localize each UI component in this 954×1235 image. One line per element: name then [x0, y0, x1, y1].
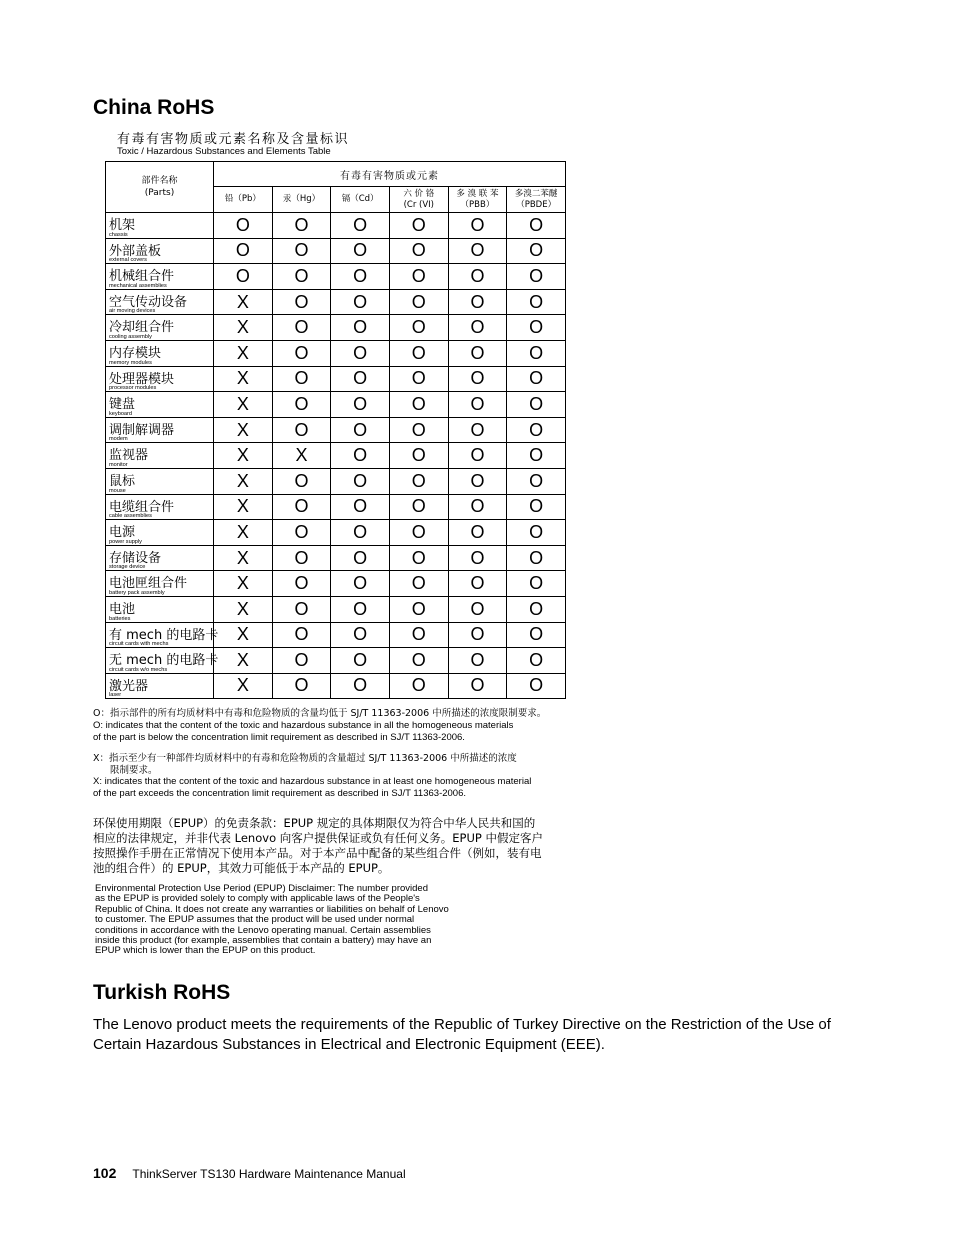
substance-mark: X [214, 673, 273, 699]
substance-mark: O [389, 571, 448, 597]
substance-mark: O [448, 468, 507, 494]
substance-mark: X [214, 571, 273, 597]
part-name-cn: 有 mech 的电路卡 [109, 627, 219, 643]
substance-mark: O [448, 392, 507, 418]
substance-mark: O [214, 213, 273, 239]
substance-mark: O [507, 673, 566, 699]
part-name-cell [106, 673, 214, 699]
substance-mark: O [389, 648, 448, 674]
part-name-en: laser [109, 692, 122, 699]
substance-mark: O [331, 443, 390, 469]
substance-symbol: （PBDE） [516, 199, 557, 210]
part-name-en: keyboard [109, 410, 133, 417]
turkish-rohs-paragraph: The Lenovo product meets the requirements of the Republic of Turkey Directive on the Restriction of the Use of Certain Hazardous Substances in Electrical and Electronic Equipment (EEE). [93, 1016, 831, 1053]
substance-mark: O [507, 545, 566, 571]
substance-mark: O [507, 443, 566, 469]
substance-mark: O [389, 315, 448, 341]
substance-name-cn: 六 价 铬 [403, 188, 435, 199]
part-name-en: air moving devices [109, 308, 156, 315]
substance-column-header [214, 187, 273, 213]
table-row [106, 264, 566, 290]
substance-mark: X [214, 289, 273, 315]
substance-mark: O [448, 673, 507, 699]
substance-name-cn: 铅（Pb） [224, 194, 261, 204]
epup-en-line: conditions in accordance with the Lenovo operating manual. Certain assemblies [95, 924, 431, 936]
page-number: 102 [93, 1165, 117, 1181]
part-name-cn: 鼠标 [109, 473, 136, 489]
substance-symbol: （PBB） [460, 199, 495, 210]
substance-mark: O [272, 417, 331, 443]
part-name-en: external covers [109, 257, 147, 264]
substance-name-cn: 多溴二苯醚 [514, 188, 558, 199]
substance-mark: O [389, 622, 448, 648]
part-name-cell [106, 213, 214, 239]
china-rohs-heading: China RoHS [93, 96, 215, 119]
substance-mark: O [389, 545, 448, 571]
substance-mark: O [507, 392, 566, 418]
note-x-english-line2: of the part exceeds the concentration limit requirement as described in SJ/T 11363-2006. [93, 788, 467, 799]
substance-mark: O [448, 264, 507, 290]
part-name-en: modem [109, 436, 128, 443]
substance-mark: O [272, 468, 331, 494]
substance-name-cn: 多 溴 联 苯 [456, 188, 499, 199]
substance-mark: O [389, 494, 448, 520]
substance-mark: O [389, 673, 448, 699]
substance-mark: O [272, 673, 331, 699]
part-name-cn: 机架 [109, 218, 136, 233]
substance-mark: O [448, 238, 507, 264]
substance-mark: O [272, 596, 331, 622]
substance-mark: O [507, 494, 566, 520]
substances-group-header: 有毒有害物质或元素 [214, 162, 566, 187]
substance-mark: O [272, 315, 331, 341]
part-name-cell [106, 443, 214, 469]
part-name-en: memory modules [109, 359, 152, 366]
substance-mark: O [331, 545, 390, 571]
substance-mark: O [272, 622, 331, 648]
part-name-cn: 内存模块 [109, 345, 162, 361]
note-o-chinese: O：指示部件的所有均质材料中有毒和危险物质的含量均低于 SJ/T 11363-2006 中所描述的浓度限制要求。 [93, 708, 547, 719]
substance-mark: O [331, 315, 390, 341]
part-name-cn: 电池 [109, 601, 136, 617]
substance-mark: O [331, 417, 390, 443]
epup-disclaimer-english [95, 884, 495, 957]
substance-mark: O [389, 340, 448, 366]
epup-en-line: Republic of China. It does not create any warranties or liabilities on behalf of Lenovo [95, 903, 449, 915]
epup-en-line: EPUP which is lower than the EPUP on this product. [95, 945, 316, 957]
substance-mark: O [448, 443, 507, 469]
table-row [106, 494, 566, 520]
substance-mark: O [272, 648, 331, 674]
substance-column-header [507, 187, 566, 213]
part-name-en: mechanical assemblies [109, 282, 167, 289]
substance-mark: O [389, 468, 448, 494]
substance-mark: O [507, 264, 566, 290]
substance-mark: O [331, 468, 390, 494]
substance-mark: O [331, 392, 390, 418]
part-name-cn: 监视器 [109, 448, 149, 464]
substance-mark: X [214, 315, 273, 341]
part-name-en: mouse [109, 487, 126, 494]
epup-cn-line: 池的组合件）的 EPUP，其效力可能低于本产品的 EPUP。 [93, 861, 390, 875]
note-x-english-line1: X: indicates that the content of the toxic and hazardous substance in at least one homogeneous material [93, 776, 532, 787]
substance-symbol: (Cr (VI) [403, 199, 434, 210]
part-name-en: battery pack assembly [109, 589, 165, 596]
substance-mark: O [448, 213, 507, 239]
substance-mark: O [507, 213, 566, 239]
substance-mark: O [214, 264, 273, 290]
substance-mark: O [214, 238, 273, 264]
substance-mark: O [272, 213, 331, 239]
substance-mark: O [389, 213, 448, 239]
substance-mark: O [331, 494, 390, 520]
note-x-chinese-line2: 限制要求。 [110, 765, 158, 776]
substance-mark: O [389, 264, 448, 290]
substance-mark: O [331, 648, 390, 674]
part-name-cell [106, 520, 214, 546]
substance-mark: O [448, 417, 507, 443]
part-name-cell [106, 340, 214, 366]
substance-mark: X [214, 340, 273, 366]
parts-header-cn: 部件名称 [141, 176, 178, 186]
substance-mark: O [448, 315, 507, 341]
part-name-cell [106, 648, 219, 674]
table-row [106, 213, 566, 239]
substance-mark: O [507, 520, 566, 546]
part-name-cn: 机械组合件 [109, 269, 175, 285]
part-name-cn: 电池匣组合件 [109, 576, 188, 592]
substance-mark: O [448, 571, 507, 597]
substance-column-header [389, 187, 448, 213]
table-row [106, 468, 566, 494]
epup-cn-line: 按照操作手册在正常情况下使用本产品。对于本产品中配备的某些组合件（例如，装有电 [93, 846, 542, 860]
substance-mark: O [507, 596, 566, 622]
substance-mark: X [214, 494, 273, 520]
part-name-cell [106, 289, 214, 315]
part-name-en: cooling assembly [109, 333, 152, 340]
part-name-cell [106, 545, 214, 571]
table-row [106, 417, 566, 443]
substance-mark: O [389, 392, 448, 418]
substance-mark: O [507, 571, 566, 597]
parts-header-en: (Parts) [144, 188, 175, 198]
substance-mark: O [507, 315, 566, 341]
substance-mark: O [507, 340, 566, 366]
table-caption-english: Toxic / Hazardous Substances and Elements Table [117, 146, 331, 157]
part-name-cell [106, 392, 214, 418]
epup-cn-line: 环保使用期限（EPUP）的免责条款：EPUP 规定的具体期限仅为符合中华人民共和国的 [93, 816, 536, 830]
part-name-cn: 键盘 [109, 397, 136, 413]
substance-mark: O [389, 238, 448, 264]
substance-mark: O [272, 545, 331, 571]
hazardous-substances-table [105, 161, 566, 699]
substance-mark: O [448, 494, 507, 520]
page-footer [93, 1165, 406, 1181]
substance-mark: O [507, 238, 566, 264]
substance-mark: O [389, 366, 448, 392]
epup-cn-line: 相应的法律规定，并非代表 Lenovo 向客户提供保证或负有任何义务。EPUP 中假定客户 [93, 831, 543, 845]
part-name-cell [106, 494, 214, 520]
substance-mark: O [272, 238, 331, 264]
part-name-cell [106, 468, 214, 494]
substance-mark: O [389, 596, 448, 622]
substance-mark: O [448, 596, 507, 622]
part-name-en: circuit cards with mechs [109, 641, 169, 648]
substance-mark: O [507, 648, 566, 674]
table-row [106, 340, 566, 366]
part-name-en: monitor [109, 461, 128, 468]
substance-mark: X [214, 392, 273, 418]
substance-name-cn: 镉（Cd） [341, 194, 379, 204]
substance-name-cn: 汞（Hg） [282, 194, 321, 204]
substance-mark: X [214, 545, 273, 571]
substance-mark: X [214, 622, 273, 648]
substance-column-header [448, 187, 507, 213]
note-o-english-line1: O: indicates that the content of the toxic and hazardous substance in all the homogeneous materials [93, 720, 514, 731]
table-row [106, 315, 566, 341]
substance-mark: O [331, 289, 390, 315]
substance-mark: O [272, 392, 331, 418]
part-name-cn: 调制解调器 [109, 422, 175, 438]
part-name-cell [106, 264, 214, 290]
substance-mark: O [507, 622, 566, 648]
epup-en-line: inside this product (for example, assemblies that contain a battery) may have an [95, 935, 432, 947]
substance-mark: O [331, 340, 390, 366]
note-o-english-line2: of the part is below the concentration limit requirement as described in SJ/T 11363-2006. [93, 732, 465, 743]
substance-mark: X [214, 366, 273, 392]
substance-mark: O [448, 520, 507, 546]
part-name-cn: 存储设备 [109, 550, 162, 566]
parts-column-header [106, 162, 214, 213]
substance-mark: O [389, 417, 448, 443]
part-name-cell [106, 622, 219, 648]
table-row [106, 289, 566, 315]
part-name-cn: 无 mech 的电路卡 [109, 653, 219, 669]
table-row [106, 520, 566, 546]
substance-mark: O [331, 366, 390, 392]
substance-mark: X [214, 648, 273, 674]
substance-mark: O [272, 571, 331, 597]
part-name-en: chassis [109, 231, 128, 238]
substance-mark: O [272, 289, 331, 315]
part-name-cn: 激光器 [109, 678, 149, 694]
substance-mark: O [331, 520, 390, 546]
table-row [106, 392, 566, 418]
substance-mark: X [214, 443, 273, 469]
part-name-cell [106, 596, 214, 622]
epup-disclaimer-chinese [93, 816, 583, 876]
substance-mark: O [448, 622, 507, 648]
substance-column-header [331, 187, 390, 213]
substance-column-header [272, 187, 331, 213]
part-name-en: storage device [109, 564, 146, 571]
part-name-cell [106, 315, 214, 341]
substance-mark: O [389, 443, 448, 469]
substance-mark: O [448, 648, 507, 674]
table-row [106, 238, 566, 264]
substance-mark: O [507, 289, 566, 315]
substance-mark: O [272, 520, 331, 546]
substance-mark: O [448, 289, 507, 315]
substance-mark: O [507, 468, 566, 494]
part-name-cn: 处理器模块 [109, 371, 175, 387]
part-name-cell [106, 571, 214, 597]
substance-mark: O [331, 596, 390, 622]
part-name-cn: 外部盖板 [109, 243, 162, 259]
substance-mark: O [389, 289, 448, 315]
substance-mark: O [272, 340, 331, 366]
substance-mark: O [389, 520, 448, 546]
table-row [106, 648, 566, 674]
turkish-rohs-heading: Turkish RoHS [93, 981, 231, 1004]
part-name-cn: 空气传动设备 [109, 294, 188, 310]
table-row [106, 673, 566, 699]
substance-mark: X [214, 596, 273, 622]
substance-mark: O [448, 545, 507, 571]
substance-mark: O [272, 494, 331, 520]
substance-mark: O [331, 264, 390, 290]
part-name-cell [106, 238, 214, 264]
table-row [106, 596, 566, 622]
substance-mark: O [331, 673, 390, 699]
table-row [106, 571, 566, 597]
substance-mark: X [214, 520, 273, 546]
note-x-chinese-line1: X：指示至少有一种部件均质材料中的有毒和危险物质的含量超过 SJ/T 11363-2006 中所描述的浓度 [93, 753, 517, 764]
table-row [106, 545, 566, 571]
epup-en-line: to customer. The EPUP assumes that the product will be used under normal [95, 914, 415, 926]
substance-mark: O [507, 417, 566, 443]
part-name-en: cable assemblies [109, 513, 152, 520]
part-name-cn: 电缆组合件 [109, 499, 175, 515]
substance-mark: O [331, 238, 390, 264]
part-name-en: processor modules [109, 385, 157, 392]
manual-title: ThinkServer TS130 Hardware Maintenance Manual [132, 1167, 406, 1181]
substance-mark: O [507, 366, 566, 392]
part-name-en: circuit cards w/o mechs [109, 666, 168, 673]
part-name-en: batteries [109, 615, 131, 622]
substance-mark: O [331, 622, 390, 648]
epup-en-line: as the EPUP is provided solely to comply with applicable laws of the People's [95, 893, 420, 905]
table-row [106, 443, 566, 469]
substance-mark: O [448, 366, 507, 392]
substance-mark: O [272, 264, 331, 290]
table-row [106, 366, 566, 392]
part-name-cell [106, 417, 214, 443]
part-name-cn: 冷却组合件 [109, 320, 175, 336]
substance-mark: O [448, 340, 507, 366]
substance-mark: O [272, 366, 331, 392]
substance-mark: X [214, 417, 273, 443]
part-name-cn: 电源 [109, 525, 136, 541]
table-row [106, 622, 566, 648]
part-name-en: power supply [109, 538, 142, 545]
substance-mark: X [272, 443, 331, 469]
substance-mark: X [214, 468, 273, 494]
substance-mark: O [331, 213, 390, 239]
table-caption-chinese: 有毒有害物质或元素名称及含量标识 [117, 132, 350, 147]
epup-en-line: Environmental Protection Use Period (EPUP) Disclaimer: The number provided [95, 883, 428, 894]
substance-mark: O [331, 571, 390, 597]
part-name-cell [106, 366, 214, 392]
